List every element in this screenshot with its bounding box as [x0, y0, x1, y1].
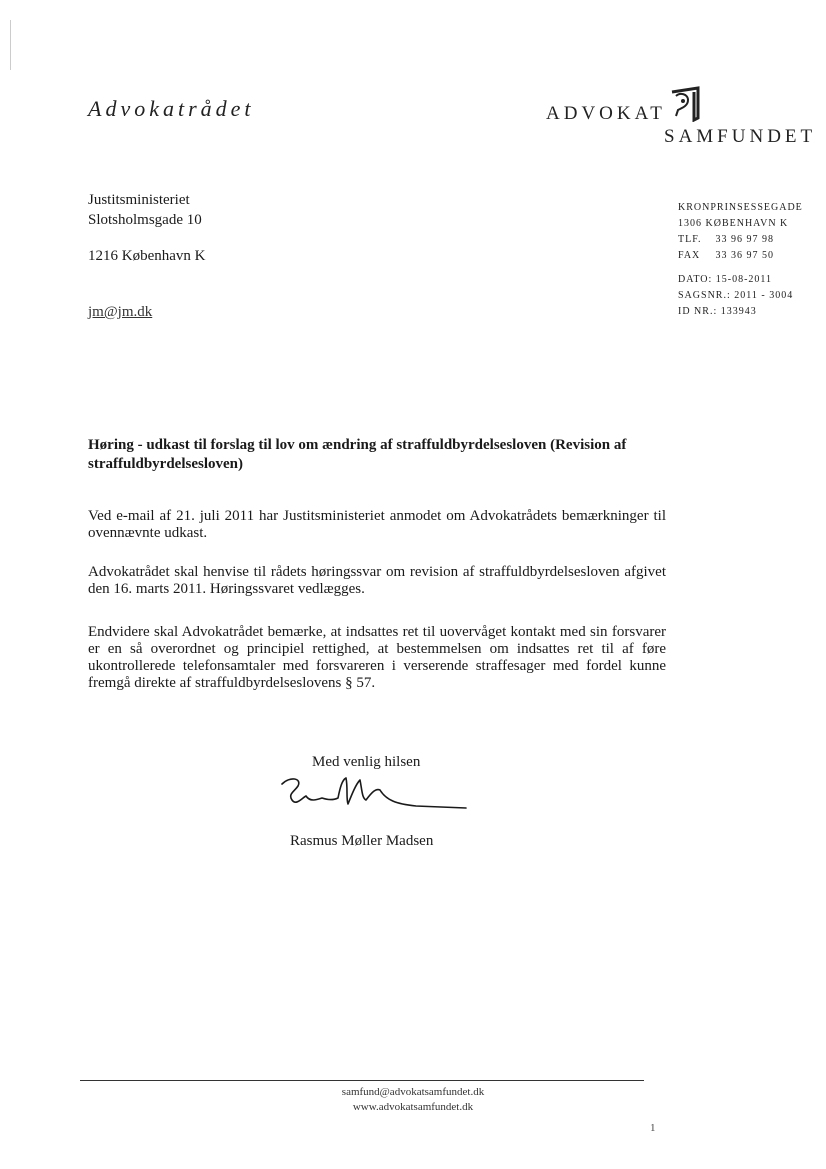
recipient-email-link[interactable]: jm@jm.dk	[88, 304, 153, 320]
advokatsamfundet-logo-icon	[668, 86, 704, 122]
closing-salutation: Med venlig hilsen	[312, 754, 421, 770]
contact-city: 1306 KØBENHAVN K	[678, 218, 789, 229]
signer-name: Rasmus Møller Madsen	[290, 833, 434, 849]
recipient-city: 1216 København K	[88, 248, 206, 264]
contact-block	[678, 200, 803, 320]
recipient-name: Justitsministeriet	[88, 192, 190, 208]
footer-divider	[80, 1080, 644, 1081]
phone-number: 33 96 97 98	[715, 234, 774, 245]
case-number: SAGSNR.: 2011 - 3004	[678, 290, 794, 301]
footer	[0, 1085, 826, 1115]
recipient-street: Slotsholmsgade 10	[88, 212, 202, 228]
sender-name: Advokatrådet	[88, 96, 255, 121]
id-number: ID NR.: 133943	[678, 306, 757, 317]
fax-label: FAX	[678, 250, 701, 261]
footer-website[interactable]: www.advokatsamfundet.dk	[352, 1101, 474, 1113]
handwritten-signature	[276, 770, 472, 826]
logo-text-advokat: ADVOKAT	[546, 103, 666, 124]
footer-email[interactable]: samfund@advokatsamfundet.dk	[341, 1086, 485, 1098]
scan-artifact	[10, 20, 11, 70]
phone-label: TLF.	[678, 234, 702, 245]
document-date: DATO: 15-08-2011	[678, 274, 773, 285]
letter-subject: Høring - udkast til forslag til lov om ændring af straffuldbyrdelsesloven (Revision af straffuldbyrdelsesloven)	[88, 437, 627, 472]
recipient-address	[88, 190, 205, 266]
contact-street: KRONPRINSESSEGADE	[678, 202, 803, 213]
body-paragraph-2: Advokatrådet skal henvise til rådets høringssvar om revision af straffuldbyrdelsesloven afgivet den 16. marts 2011. Høringssvaret vedlægges.	[88, 564, 666, 597]
logo-text-samfundet: SAMFUNDET	[664, 126, 817, 147]
body-paragraph-1: Ved e-mail af 21. juli 2011 har Justitsministeriet anmodet om Advokatrådets bemærkninger til ovennævnte udkast.	[88, 508, 666, 541]
contact-fax	[678, 248, 803, 264]
contact-phone	[678, 232, 803, 248]
fax-number: 33 36 97 50	[715, 250, 774, 261]
body-paragraph-3: Endvidere skal Advokatrådet bemærke, at indsattes ret til uovervåget kontakt med sin forsvarer er en så overordnet og principiel rettighed, at bestemmelsen om indsattes ret til af føre ukontrollerede telefonsamtaler med forsvareren i verserende straffesager med fordel kunne fremgå direkte af straffuldbyrdelseslovens § 57.	[88, 624, 666, 691]
page-number: 1	[650, 1122, 656, 1134]
